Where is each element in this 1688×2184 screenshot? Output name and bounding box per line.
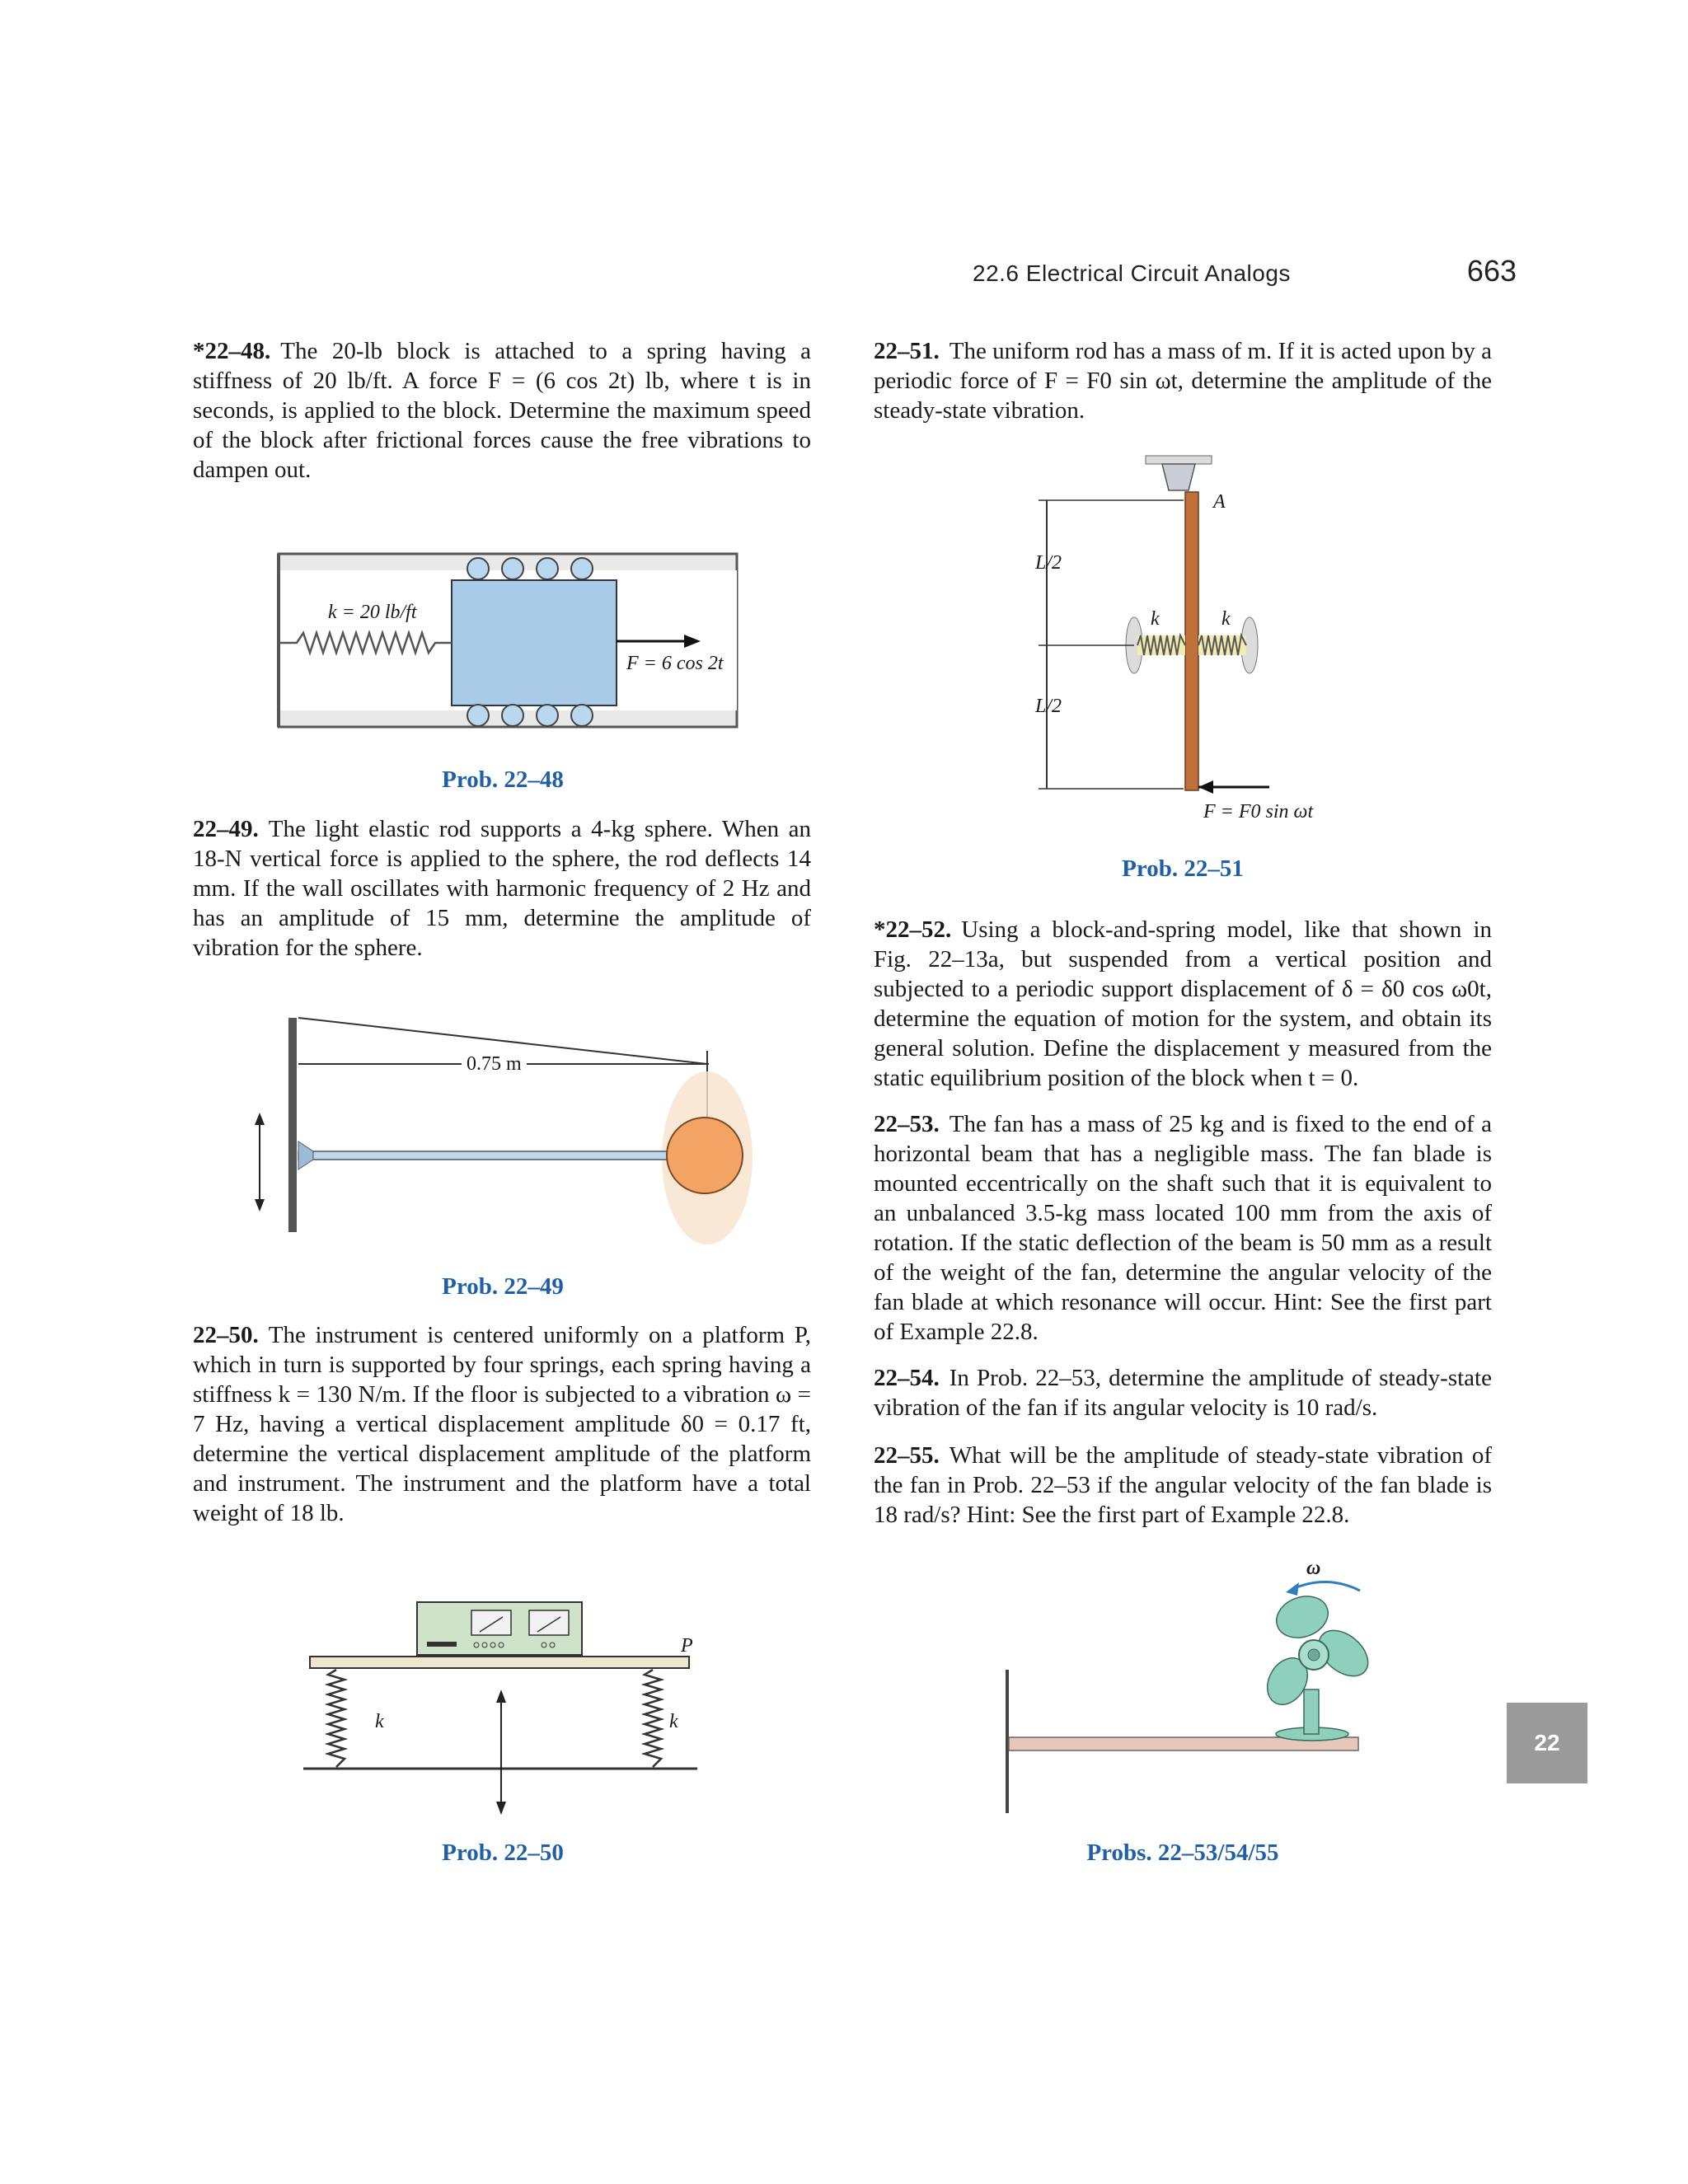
problem-22-49 [193, 814, 811, 963]
problem-text: The instrument is centered uniformly on a platform P, which in turn is supported by four springs, each spring having a stiffness k = 130 N/m. If the floor is subjected to a vibration ω = 7 Hz, having a vertical displacement amplitude δ0 = 0.17 ft, determine the vertical displacement amplitude of the platform and instrument. The instrument and the platform have a total weight of 18 lb. [193, 1322, 811, 1526]
half-length-bottom-label: L/2 [1034, 696, 1062, 717]
figure-caption: Prob. 22–48 [442, 766, 564, 793]
chapter-tab: 22 [1507, 1703, 1587, 1783]
problem-22-48 [193, 336, 811, 485]
problem-22-52 [874, 915, 1492, 1093]
page-number: 663 [1466, 254, 1517, 288]
problem-text: The fan has a mass of 25 kg and is fixed to the end of a horizontal beam that has a negligible mass. The fan blade is mounted eccentrically on the shaft such that it is equivalent to an unbalanced 3.5-kg mass located 100 mm from the axis of rotation. If the static deflection of the beam is 50 mm as a result of the weight of the fan, determine the angular velocity of the fan blade at which resonance will occur. Hint: See the first part of Example 22.8. [874, 1111, 1492, 1345]
problem-text: Using a block-and-spring model, like that shown in Fig. 22–13a, but suspended from a vertical position and subjected to a periodic support displacement of δ = δ0 cos ω0t, determine the equation of motion for the system, and obtain its general solution. Define the displacement y measured from the static equilibrium position of the block when t = 0. [874, 916, 1492, 1091]
problem-text: In Prob. 22–53, determine the amplitude of steady-state vibration of the fan if its angular velocity is 10 rad/s. [874, 1365, 1492, 1421]
figure-22-49 [247, 1018, 758, 1240]
force-label: F = 6 cos 2t [626, 653, 724, 674]
figure-caption: Prob. 22–50 [442, 1840, 564, 1866]
problem-text: The uniform rod has a mass of m. If it is acted upon by a periodic force of F = F0 sin ωt, determine the amplitude of the steady-state vibration. [874, 338, 1492, 424]
problem-number: *22–48. [193, 338, 271, 364]
figure-caption: Probs. 22–53/54/55 [1086, 1840, 1279, 1866]
problem-number: 22–54. [874, 1365, 940, 1391]
spring-right-label: k [1221, 608, 1231, 630]
problem-number: *22–52. [874, 916, 952, 943]
spring-left-label: k [375, 1711, 384, 1732]
figure-22-51 [1030, 449, 1311, 812]
problem-22-51 [874, 336, 1492, 425]
problem-text: The 20-lb block is attached to a spring having a stiffness of 20 lb/ft. A force F = (6 cos 2t) lb, where t is in seconds, is applied to the block. Determine the maximum speed of the block after frictional forces cause the free vibrations to dampen out. [193, 338, 811, 483]
platform-label: P [681, 1635, 693, 1657]
problem-22-50 [193, 1320, 811, 1528]
figure-22-50 [297, 1599, 709, 1821]
figure-caption: Prob. 22–51 [1122, 855, 1244, 882]
problem-number: 22–49. [193, 816, 259, 842]
pin-label: A [1213, 491, 1226, 513]
section-title: 22.6 Electrical Circuit Analogs [973, 260, 1291, 286]
omega-label: ω [1306, 1558, 1321, 1579]
problem-22-53 [874, 1109, 1492, 1347]
problem-text: What will be the amplitude of steady-state vibration of the fan in Prob. 22–53 if the angular velocity of the fan blade is 18 rad/s? Hint: See the first part of Example 22.8. [874, 1442, 1492, 1528]
problem-number: 22–50. [193, 1322, 259, 1348]
problem-text: The light elastic rod supports a 4-kg sphere. When an 18-N vertical force is applied to the sphere, the rod deflects 14 mm. If the wall oscillates with harmonic frequency of 2 Hz and has an amplitude of 15 mm, determine the amplitude of vibration for the sphere. [193, 816, 811, 961]
problem-number: 22–55. [874, 1442, 940, 1469]
half-length-top-label: L/2 [1034, 552, 1062, 574]
figure-22-53 [997, 1558, 1376, 1821]
problem-22-55 [874, 1441, 1492, 1530]
figure-caption: Prob. 22–49 [442, 1273, 564, 1300]
problem-number: 22–53. [874, 1111, 940, 1137]
figure-22-48 [272, 544, 750, 733]
rod-length-label: 0.75 m [462, 1053, 527, 1076]
spring-right-label: k [669, 1711, 678, 1732]
force-label: F = F0 sin ωt [1203, 801, 1314, 823]
spring-stiffness-label: k = 20 lb/ft [328, 602, 417, 623]
spring-left-label: k [1151, 608, 1160, 630]
problem-number: 22–51. [874, 338, 940, 364]
problem-22-54 [874, 1363, 1492, 1422]
